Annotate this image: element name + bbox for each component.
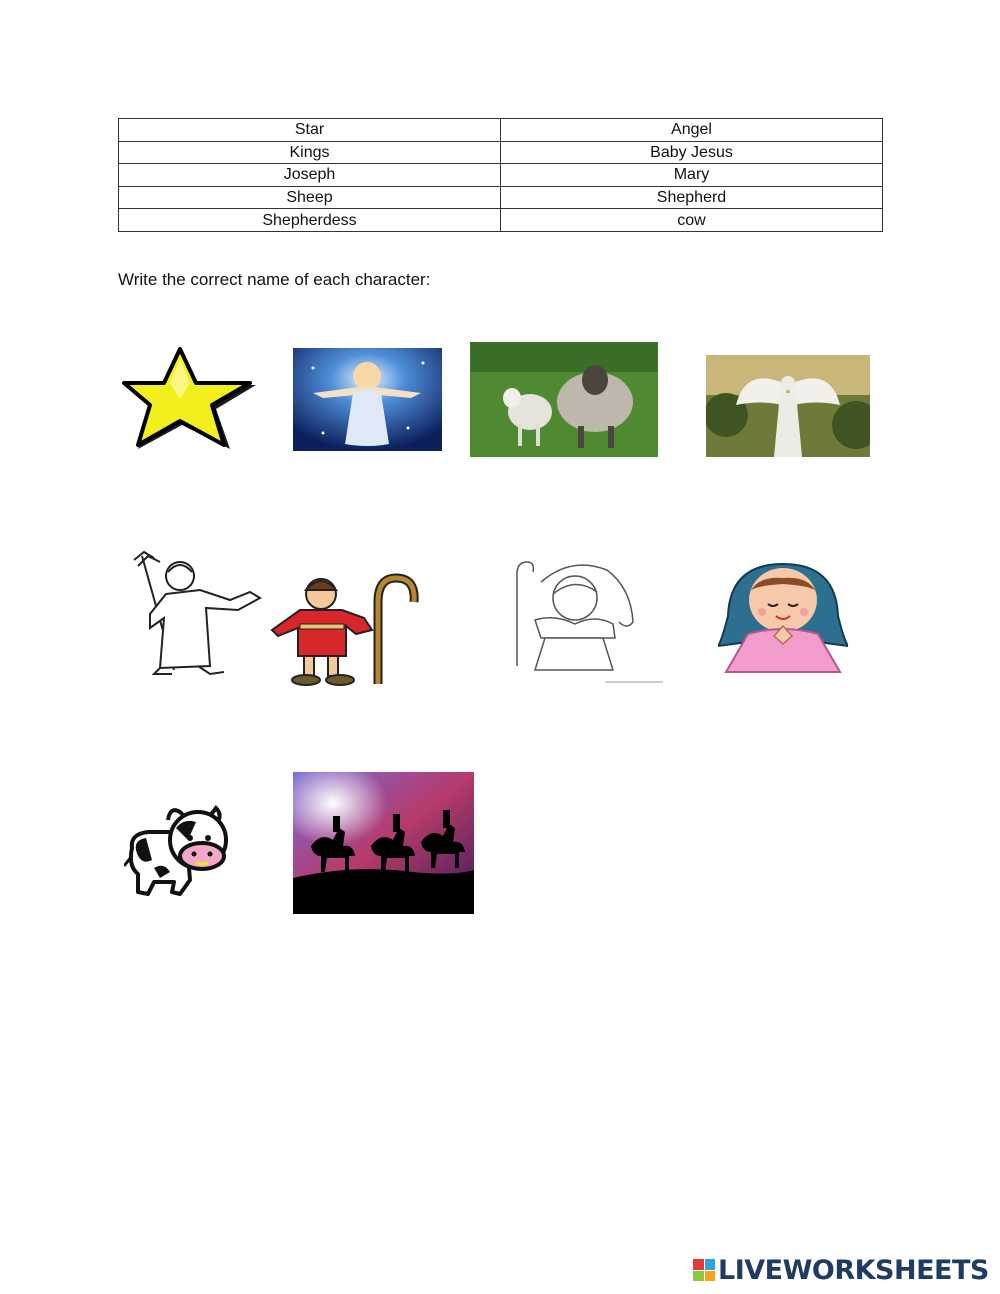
table-cell: Angel (501, 119, 883, 142)
sheep-icon (470, 342, 658, 457)
kings-icon (293, 772, 474, 914)
cow-picture (124, 800, 228, 898)
table-cell: Star (119, 119, 501, 142)
joseph-icon (120, 548, 268, 678)
instruction-text: Write the correct name of each character: (118, 270, 431, 289)
table-cell: Baby Jesus (501, 141, 883, 164)
table-row (119, 141, 883, 164)
baby-jesus-icon (293, 348, 442, 451)
baby-jesus-picture (293, 348, 442, 451)
shepherdess-picture (505, 558, 665, 684)
table-row (119, 209, 883, 232)
table-cell: Joseph (119, 164, 501, 187)
shepherdess-icon (505, 558, 665, 684)
table-cell: Mary (501, 164, 883, 187)
table-cell: Kings (119, 141, 501, 164)
mary-icon (718, 560, 848, 675)
logo-text: LIVEWORKSHEETS (718, 1254, 989, 1286)
kings-picture (293, 772, 474, 914)
sheep-picture (470, 342, 658, 457)
shepherd-picture (268, 572, 424, 686)
table-row (119, 164, 883, 187)
liveworksheets-logo (693, 1256, 989, 1284)
star-picture (120, 345, 262, 457)
table-cell: Shepherdess (119, 209, 501, 232)
table-cell: cow (501, 209, 883, 232)
word-bank-table (118, 118, 883, 232)
shepherd-icon (268, 572, 424, 686)
cow-icon (124, 800, 228, 898)
mary-picture (718, 560, 848, 675)
table-row (119, 186, 883, 209)
table-cell: Shepherd (501, 186, 883, 209)
logo-icon (693, 1259, 715, 1281)
star-icon (120, 345, 262, 457)
joseph-picture (120, 548, 268, 678)
table-cell: Sheep (119, 186, 501, 209)
table-row (119, 119, 883, 142)
angel-picture (706, 355, 870, 457)
angel-icon (706, 355, 870, 457)
